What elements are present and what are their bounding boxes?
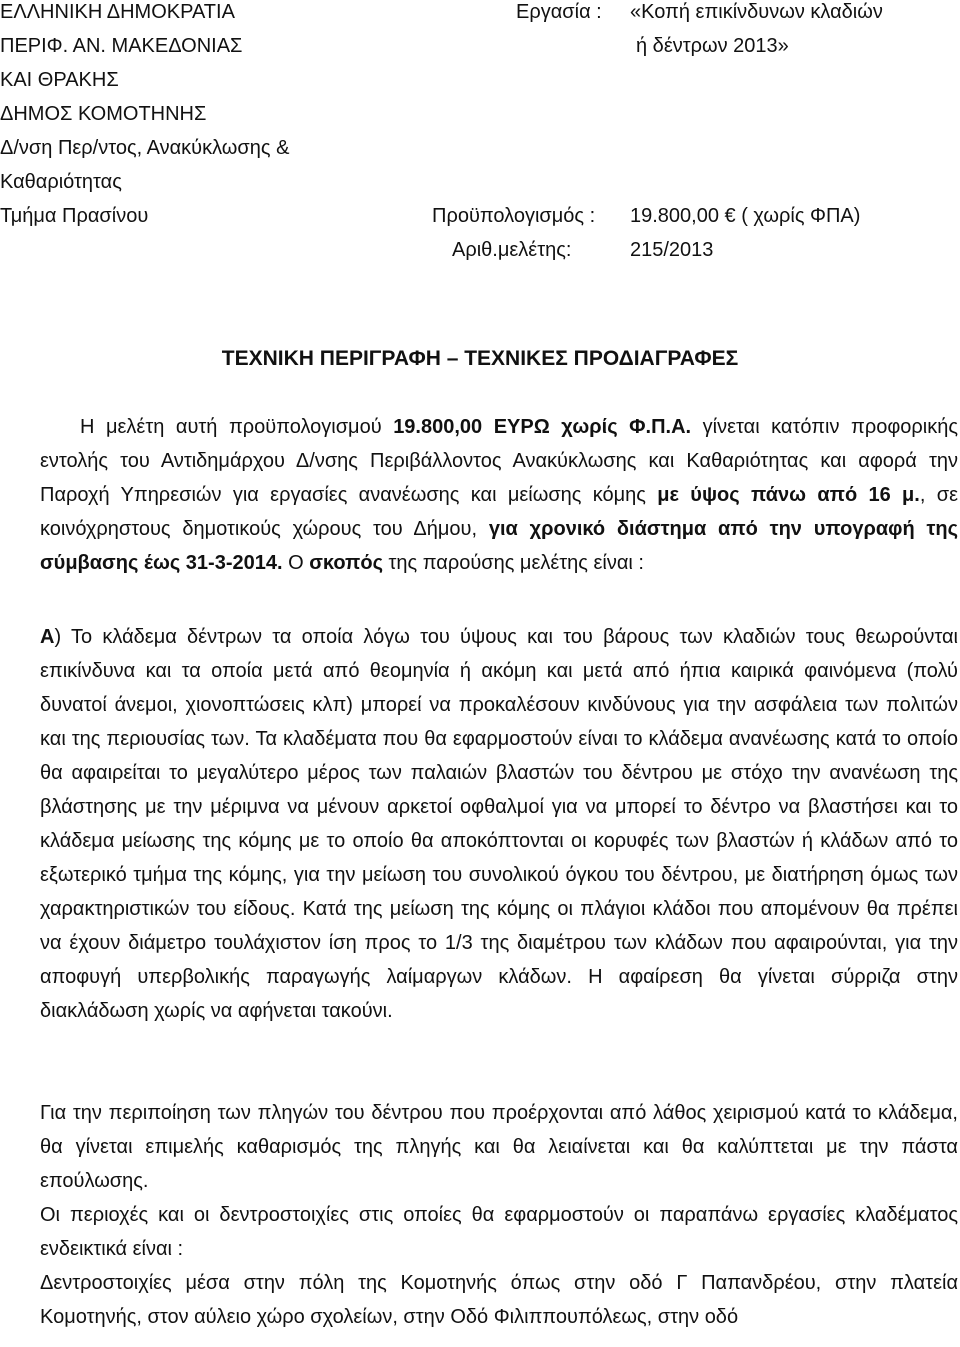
task-title-line-1: «Κοπή επικίνδυνων κλαδιών — [630, 1, 883, 23]
paragraph-wound-care: Για την περιποίηση των πληγών του δέντρου που προέρχονται από λάθος χειρισμού κατά το κλάδεμα, θα γίνεται επιμελής καθαρισμός της πληγής και θα λειαίνεται και θα καλύπτεται με την πάστα επούλωσης. — [40, 1102, 958, 1192]
task-title-line-2: ή δέντρων 2013» — [636, 35, 789, 57]
intro-text: γίνεται κατόπιν προφορικής εντολής του Αντιδημάρχου Δ/νσης Περιβάλλοντος Ανακύκλωσης και Καθαριότητας και αφορά την Παροχή Υπηρεσιών για εργασίες ανανέωσης και μείωσης κόμης — [40, 416, 958, 506]
header-left-line: ΚΑΙ ΘΡΑΚΗΣ — [0, 69, 119, 91]
budget-amount-bold: 19.800,00 ΕΥΡΩ χωρίς Φ.Π.Α. — [393, 416, 692, 438]
paragraph-tree-rows: Δεντροστοιχίες μέσα στην πόλη της Κομοτηνής όπως στην οδό Γ Παπανδρέου, στην πλατεία Κομοτηνής, στον αύλειο χώρο σχολείων, στην Οδό Φιλιππουπόλεως, στην οδό — [40, 1272, 958, 1328]
header-left-line: ΔΗΜΟΣ ΚΟΜΟΤΗΝΗΣ — [0, 103, 207, 125]
budget-value: 19.800,00 € ( χωρίς ΦΠΑ) — [630, 205, 861, 227]
paragraph-a-text: ) Το κλάδεμα δέντρων τα οποία λόγω του ύψους και του βάρους των κλαδιών τους θεωρούνται επικίνδυνα και τα οποία μετά από θεομηνία ή ακόμη και μετά από ήπια καιρικά φαινόμενα (πολύ δυνατοί άνεμοι, χιονοπτώσεις κλπ) μπορεί να προκαλέσουν κινδύνους για την ασφάλεια των πολιτών και της περιουσίας των. Τα κλαδέματα που θα εφαρμοστούν είναι το κλάδεμα ανανέωσης κατά το οποίο θα αφαιρείται το μεγαλύτερο μέρος των παλαιών βλαστών του δέντρου με στόχο την ανανέωση της βλάστησης με την μέριμνα να μένουν αρκετοί οφθαλμοί για να μπορεί το δέντρο να βλαστήσει και το κλάδεμα μείωσης της κόμης με το οποίο θα αποκόπτονται οι κορυφές των βλαστών ή κλάδων από το εξωτερικό τμήμα της κόμης, για την μείωση του συνολικού όγκου του δέντρου, με διατήρηση όμως των χαρακτηριστικών του είδους. Κατά της μείωση της κόμης οι πλάγιοι κλάδοι που απομένουν θα πρέπει να έχουν διάμετρο τουλάχιστον ίση προς το 1/3 της διαμέτρου των κλάδων που αφαιρούνται, για την αποφυγή υπερβολικής παραγωγής λαίμαργων κλάδων. Η αφαίρεση θα γίνεται σύρριζα στην διακλάδωση χωρίς να αφήνεται τακούνι. — [40, 626, 958, 1022]
intro-text: , σε κοινόχρηστους δημοτικούς χώρους του Δήμου, — [40, 484, 958, 540]
task-label: Εργασία : — [516, 1, 602, 23]
budget-label: Προϋπολογισμός : — [432, 205, 596, 227]
purpose-bold: σκοπός — [309, 552, 383, 574]
item-marker-a: Α — [40, 626, 55, 648]
study-number-value: 215/2013 — [630, 239, 714, 261]
header-left-line: ΕΛΛΗΝΙΚΗ ΔΗΜΟΚΡΑΤΙΑ — [0, 1, 235, 23]
study-number-label: Αριθ.μελέτης: — [452, 239, 572, 261]
header-left-line: ΠΕΡΙΦ. ΑΝ. ΜΑΚΕΔΟΝΙΑΣ — [0, 35, 243, 57]
height-bold: με ύψος πάνω από 16 μ. — [657, 484, 920, 506]
paragraph-areas: Οι περιοχές και οι δεντροστοιχίες στις οποίες θα εφαρμοστούν οι παραπάνω εργασίες κλαδέματος ενδεικτικά είναι : — [40, 1204, 958, 1260]
duration-bold: για χρονικό διάστημα από την υπογραφή της σύμβασης έως 31-3-2014. — [40, 518, 959, 574]
intro-text: Ο — [282, 552, 310, 574]
document-heading: ΤΕΧΝΙΚΗ ΠΕΡΙΓΡΑΦΗ – ΤΕΧΝΙΚΕΣ ΠΡΟΔΙΑΓΡΑΦΕΣ — [221, 347, 739, 370]
paragraph-intro — [40, 410, 958, 580]
header-left-line: Δ/νση Περ/ντος, Ανακύκλωσης & — [0, 137, 290, 159]
intro-text: της παρούσης μελέτης είναι : — [382, 552, 644, 574]
intro-text: Η μελέτη αυτή προϋπολογισμού — [80, 416, 394, 438]
paragraph-a — [40, 620, 958, 1028]
header-left-line: Καθαριότητας — [0, 171, 122, 193]
header-left-line: Τμήμα Πρασίνου — [0, 205, 149, 227]
